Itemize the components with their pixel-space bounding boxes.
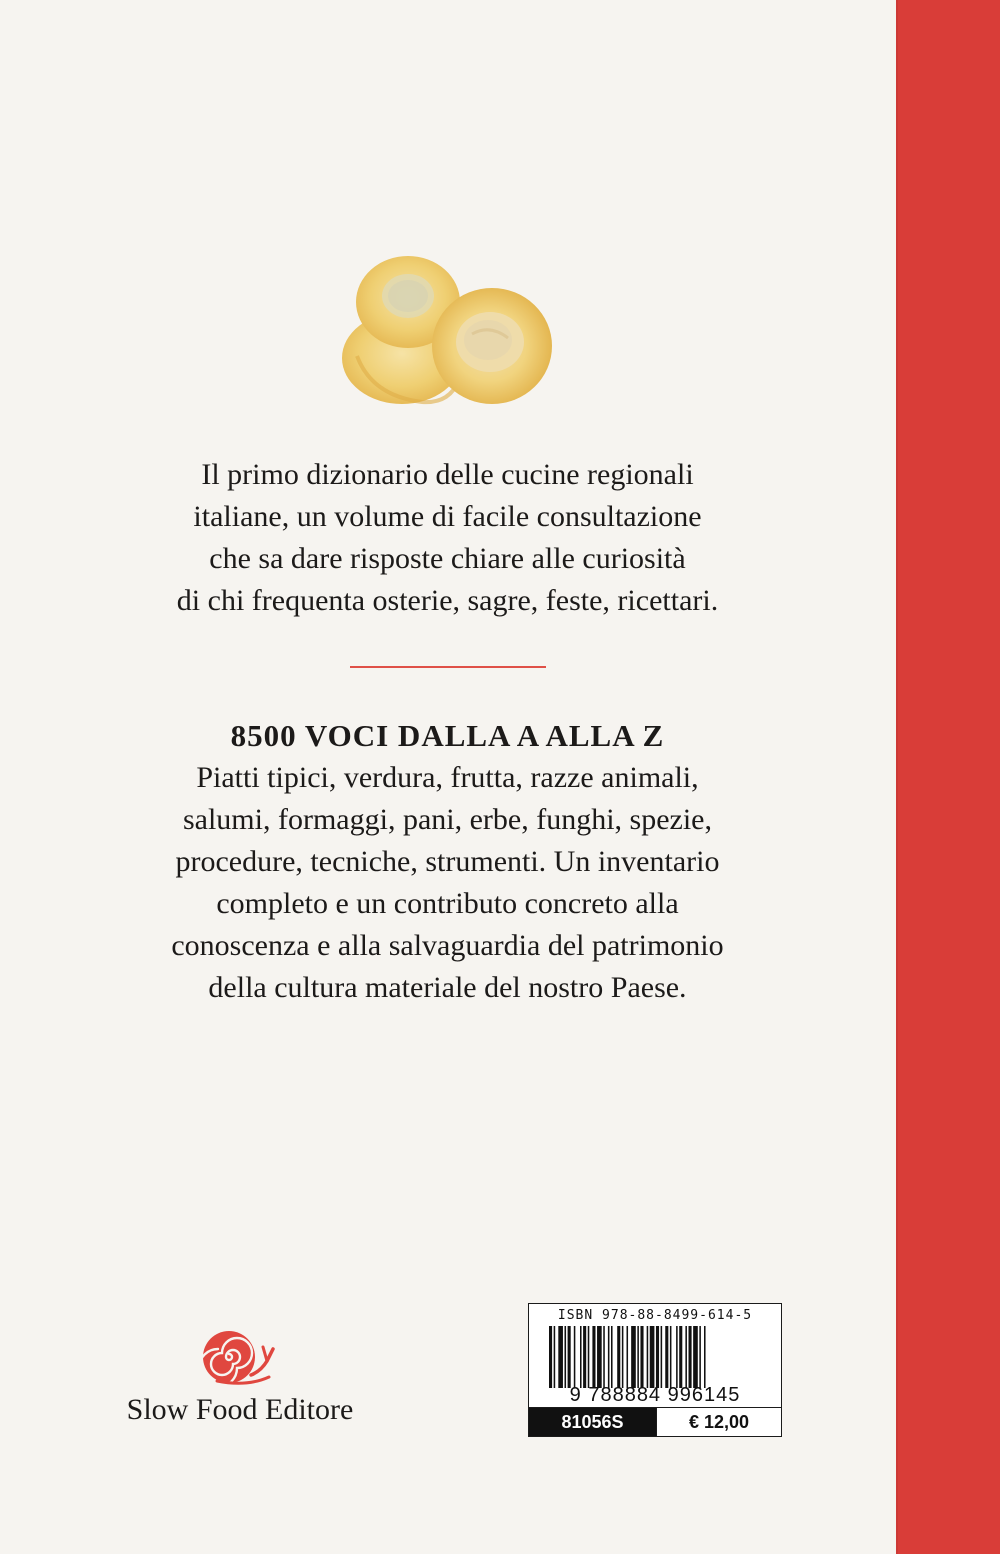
barcode-bar <box>592 1326 595 1388</box>
barcode-label <box>528 1303 782 1437</box>
barcode-bar <box>565 1326 567 1388</box>
product-code: 81056S <box>529 1408 656 1436</box>
barcode-bar <box>665 1326 668 1388</box>
divider-line <box>350 666 546 668</box>
snail-icon <box>197 1325 283 1389</box>
barcode-bar <box>679 1326 682 1388</box>
barcode-bar <box>637 1326 639 1388</box>
barcode-bar <box>580 1326 582 1388</box>
section-line: Piatti tipici, verdura, frutta, razze animali, <box>196 761 699 794</box>
barcode-bar <box>549 1326 552 1388</box>
barcode-bar <box>622 1326 624 1388</box>
barcode-bar <box>568 1326 571 1388</box>
intro-line: di chi frequenta osterie, sagre, feste, ricettari. <box>176 584 719 617</box>
barcode-bar <box>574 1326 576 1388</box>
intro-line: italiane, un volume di facile consultazione <box>193 500 702 533</box>
intro-line: che sa dare risposte chiare alle curiosità <box>209 542 686 575</box>
barcode-bar <box>583 1326 586 1388</box>
entries-section <box>130 714 765 1009</box>
barcode-bars <box>549 1326 763 1388</box>
barcode-bar <box>647 1326 649 1388</box>
barcode-bar <box>685 1326 687 1388</box>
barcode-bar <box>676 1326 678 1388</box>
barcode-bar <box>597 1326 602 1388</box>
price-label: € 12,00 <box>656 1408 781 1436</box>
section-line: conoscenza e alla salvaguardia del patrimonio <box>171 929 724 962</box>
section-heading: 8500 VOCI DALLA A ALLA Z <box>230 718 665 753</box>
barcode-bar <box>627 1326 629 1388</box>
barcode-bar <box>661 1326 663 1388</box>
publisher-name: Slow Food Editore <box>126 1393 354 1426</box>
pasta-illustration-icon <box>332 246 556 416</box>
barcode-bar <box>656 1326 659 1388</box>
barcode-digits: 9 788884 996145 <box>569 1384 741 1406</box>
barcode-bar <box>699 1326 701 1388</box>
section-body <box>130 757 765 1009</box>
barcode-bar <box>640 1326 643 1388</box>
barcode-bar <box>704 1326 706 1388</box>
barcode-bar <box>603 1326 605 1388</box>
barcode-bar <box>611 1326 613 1388</box>
intro-line: Il primo dizionario delle cucine regionali <box>201 458 694 491</box>
barcode-bar <box>617 1326 620 1388</box>
barcode-bar <box>558 1326 563 1388</box>
red-spine-band <box>896 0 1000 1554</box>
barcode-bar <box>670 1326 672 1388</box>
barcode-footer <box>529 1407 781 1436</box>
section-line: salumi, formaggi, pani, erbe, funghi, spezie, <box>182 803 712 836</box>
barcode-bar <box>608 1326 610 1388</box>
barcode-bar <box>631 1326 636 1388</box>
barcode-bar <box>693 1326 698 1388</box>
barcode-bar <box>554 1326 556 1388</box>
isbn-text: ISBN 978-88-8499-614-5 <box>557 1308 753 1323</box>
barcode-bar <box>588 1326 590 1388</box>
barcode-bar <box>689 1326 692 1388</box>
intro-paragraph <box>140 454 755 622</box>
section-line: completo e un contributo concreto alla <box>216 887 679 920</box>
section-line: procedure, tecniche, strumenti. Un inventario <box>175 845 720 878</box>
section-line: della cultura materiale del nostro Paese. <box>208 971 687 1004</box>
publisher-logo <box>100 1325 380 1427</box>
barcode-bar <box>650 1326 655 1388</box>
